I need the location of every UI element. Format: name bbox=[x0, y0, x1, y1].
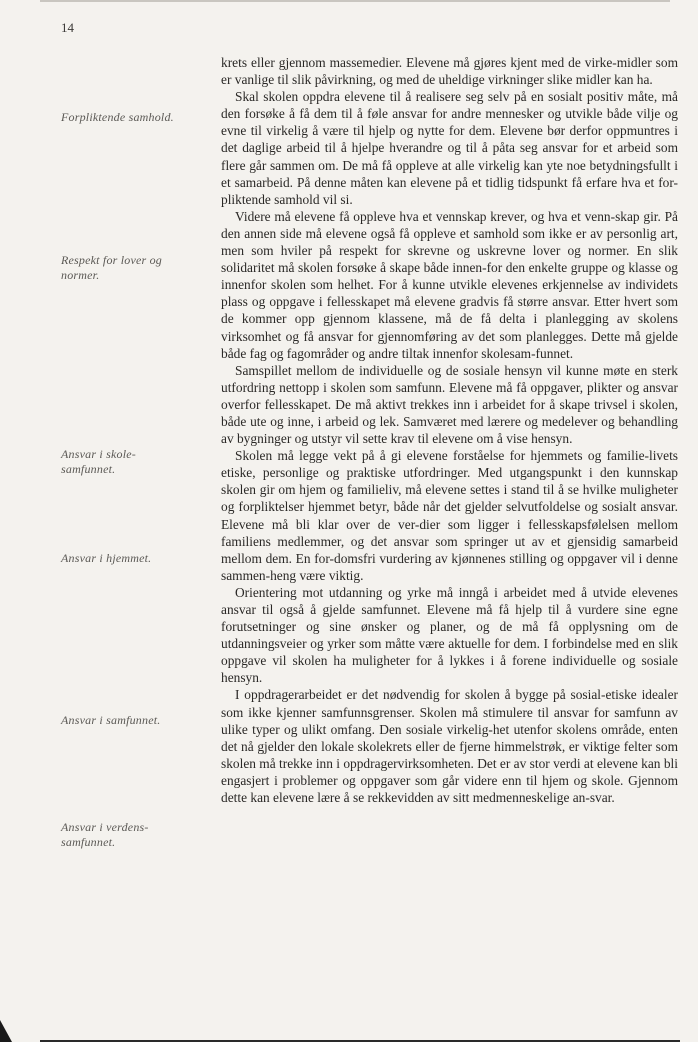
margin-note-verdenssamfunnet: Ansvar i verdens-samfunnet. bbox=[61, 820, 149, 849]
margin-note-forpliktende-samhold: Forpliktende samhold. bbox=[61, 110, 174, 124]
margin-note-samfunnet: Ansvar i samfunnet. bbox=[61, 713, 161, 727]
scan-corner-mark bbox=[0, 1020, 12, 1042]
paragraph: I oppdragerarbeidet er det nødvendig for skolen å bygge på sosial-etiske idealer som ikke kjenner samfunnsgrenser. Skolen må stimulere til ansvar for samfunn av ulike typer og ulikt omfang. Den sosiale virkelig-het utenfor skolens område, enten det nå gjelder den lokale skolekrets eller de fjerne himmelstrøk, er viktige felter som skolen må trekke inn i oppdragervirksomheten. Det er av stor verdi at elevene kan bli engasjert i problemer og oppgaver som går videre enn til hjem og skole. Gjennom dette kan elevene lære å se rekkevidden av sitt medmenneskelige an-svar. bbox=[221, 687, 678, 806]
paragraph: krets eller gjennom massemedier. Elevene må gjøres kjent med de virke-midler som er vanlige til slik påvirkning, og med de uheldige virkninger slike midler kan ha. bbox=[221, 55, 678, 88]
paragraph: Skolen må legge vekt på å gi elevene forståelse for hjemmets og familie-livets etiske, personlige og praktiske utfordringer. Med utgangspunkt i den kunnskap skolen gir om hjem og familieliv, må elevene settes i stand til å se hvilke muligheter og forpliktelser hjemmet betyr, både når det gjelder selvutfoldelse og sosialt ansvar. Elevene må bli klar over de ver-dier som ligger i fellesskapsfølelsen mellom familiens medlemmer, og det ansvar som springer ut av et gjensidig samarbeid mellom dem. En for-domsfri vurdering av kjønnenes stilling og oppgaver vil i denne sammen-heng være viktig. bbox=[221, 448, 678, 583]
paragraph: Skal skolen oppdra elevene til å realisere seg selv på en sosialt positiv måte, må den forsøke å få dem til å føle ansvar for andre mennesker og utvikle både vilje og evne til virkelig å være til hjelp og nytte for dem. Elevene bør derfor oppmuntres i det daglige arbeid til å hjelpe hverandre og til å påta seg ansvar for et arbeid som flere går sammen om. De må få oppleve at alle virkelig kan yte noe betydningsfullt i et samarbeid. På denne måten kan elevene på et tidlig tidspunkt få erfare hva et for-pliktende samhold vil si. bbox=[221, 89, 678, 207]
top-rule bbox=[40, 0, 670, 2]
page-number: 14 bbox=[61, 20, 74, 35]
paragraph: Orientering mot utdanning og yrke må inngå i arbeidet med å utvide elevenes ansvar til også å gjelde samfunnet. Elevene må få hjelp til å vurdere sine egne forutsetninger og sine ønsker og planer, og de må få opplysning om de utdanningsveier og yrker som måtte være aktuelle for dem. I forbindelse med en slik oppgave vil skolen ha muligheter for å lykkes i å forene individuelle og sosiale hensyn. bbox=[221, 584, 678, 686]
paragraph: Videre må elevene få oppleve hva et vennskap krever, og hva et venn-skap gir. På den annen side må elevene også få oppleve et samhold som ikke er av personlig art, men som hviler på respekt for skrevne og uskrevne lover og normer. En slik solidaritet må skolen forsøke å skape både innen-for den enkelte gruppe og klasse og innenfor skolen som helhet. For å kunne utvikle elevenes erkjennelse av individets plass og oppgave i fellesskapet må elevene gradvis få større ansvar. Etter hvert som de kommer opp gjennom klassene, må de få delta i planlegging av skolens virksomhet og få ansvar for gjennomføring av det som planlegges. Dette må gjelde både fag og fagområder og andre tiltak innenfor skolesam-funnet. bbox=[221, 208, 678, 361]
margin-note-skolesamfunnet: Ansvar i skole-samfunnet. bbox=[61, 447, 136, 476]
body-text bbox=[221, 54, 678, 806]
margin-note-hjemmet: Ansvar i hjemmet. bbox=[61, 551, 152, 565]
paragraph: Samspillet mellom de individuelle og de sosiale hensyn vil kunne møte en sterk utfordring nettopp i skolen som samfunn. Elevene må få oppgaver, plikter og ansvar overfor fellesskapet. De må aktivt trekkes inn i arbeidet for å skape trivsel i skolen, både ute og inne, i arbeid og lek. Samværet med lærere og medelever og behandling av bygninger og utstyr vil sette krav til elevene om å vise hensyn. bbox=[221, 362, 678, 447]
margin-note-respekt: Respekt for lover og normer. bbox=[61, 253, 162, 282]
